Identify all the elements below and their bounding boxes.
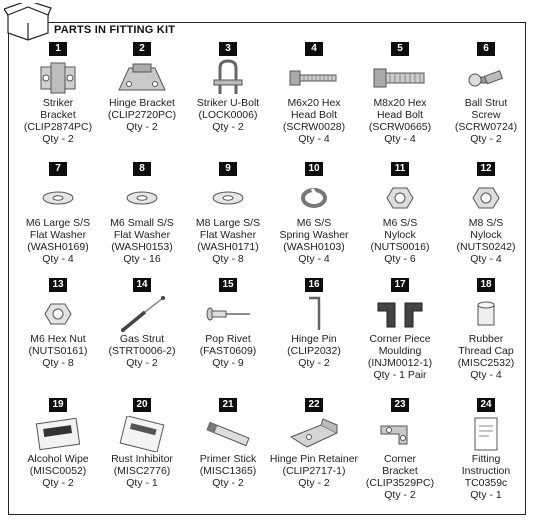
part-number-badge: 6 xyxy=(477,42,495,56)
part-number-badge: 19 xyxy=(49,398,67,412)
part-item-22 xyxy=(266,398,362,489)
open-box-icon xyxy=(4,3,52,41)
part-number-badge: 18 xyxy=(477,278,495,292)
thread-cap-icon xyxy=(438,295,533,333)
part-item-6 xyxy=(438,42,533,145)
part-label: Rust Inhibitor (MISC2776) Qty - 1 xyxy=(111,453,173,489)
pop-rivet-icon xyxy=(180,295,276,333)
alcohol-wipe-icon xyxy=(10,415,106,453)
part-number-badge: 22 xyxy=(305,398,323,412)
part-label: Alcohol Wipe (MISC0052) Qty - 2 xyxy=(27,453,89,489)
washer-icon xyxy=(10,179,106,217)
part-item-24 xyxy=(438,398,533,501)
part-label: Rubber Thread Cap (MISC2532) Qty - 4 xyxy=(457,333,515,381)
part-number-badge: 23 xyxy=(391,398,409,412)
part-label: M6 S/S Nylock (NUTS0016) Qty - 6 xyxy=(370,217,430,265)
nylock-nut-icon xyxy=(352,179,448,217)
part-number-badge: 2 xyxy=(133,42,151,56)
part-number-badge: 14 xyxy=(133,278,151,292)
corner-moulding-icon xyxy=(352,295,448,333)
hinge-bracket-icon xyxy=(94,59,190,97)
part-label: Primer Stick (MISC1365) Qty - 2 xyxy=(199,453,257,489)
part-label: M8 S/S Nylock (NUTS0242) Qty - 4 xyxy=(456,217,516,265)
part-label: M6 S/S Spring Washer (WASH0103) Qty - 4 xyxy=(279,217,349,265)
hex-nut-icon xyxy=(10,295,106,333)
hinge-pin-icon xyxy=(266,295,362,333)
part-label: Hinge Pin (CLIP2032) Qty - 2 xyxy=(287,333,341,369)
part-number-badge: 21 xyxy=(219,398,237,412)
washer-icon xyxy=(180,179,276,217)
part-label: M6 Hex Nut (NUTS0161) Qty - 8 xyxy=(28,333,88,369)
part-number-badge: 7 xyxy=(49,162,67,176)
part-number-badge: 17 xyxy=(391,278,409,292)
part-number-badge: 20 xyxy=(133,398,151,412)
part-number-badge: 11 xyxy=(391,162,409,176)
part-item-21 xyxy=(180,398,276,489)
kit-title: PARTS IN FITTING KIT xyxy=(54,24,176,36)
spring-washer-icon xyxy=(266,179,362,217)
rust-inhibitor-icon xyxy=(94,415,190,453)
part-item-1 xyxy=(10,42,106,145)
part-label: Striker U-Bolt (LOCK0006) Qty - 2 xyxy=(196,97,260,133)
part-item-8 xyxy=(94,162,190,265)
part-item-17 xyxy=(352,278,448,381)
part-item-9 xyxy=(180,162,276,265)
striker-bracket-icon xyxy=(10,59,106,97)
part-item-20 xyxy=(94,398,190,489)
part-label: Corner Bracket (CLIP3529PC) Qty - 2 xyxy=(365,453,435,501)
nylock-nut-icon xyxy=(438,179,533,217)
part-label: Striker Bracket (CLIP2874PC) Qty - 2 xyxy=(23,97,93,145)
part-number-badge: 12 xyxy=(477,162,495,176)
part-number-badge: 9 xyxy=(219,162,237,176)
part-label: Corner Piece Moulding (INJM0012-1) Qty - 1 Pair xyxy=(367,333,433,381)
washer-icon xyxy=(94,179,190,217)
pin-retainer-icon xyxy=(266,415,362,453)
part-item-10 xyxy=(266,162,362,265)
part-label: Hinge Bracket (CLIP2720PC) Qty - 2 xyxy=(107,97,177,133)
part-number-badge: 15 xyxy=(219,278,237,292)
part-label: M8x20 Hex Head Bolt (SCRW0665) Qty - 4 xyxy=(368,97,432,145)
part-label: Ball Strut Screw (SCRW0724) Qty - 2 xyxy=(454,97,518,145)
part-item-14 xyxy=(94,278,190,369)
part-item-12 xyxy=(438,162,533,265)
part-item-18 xyxy=(438,278,533,381)
hex-bolt-large-icon xyxy=(352,59,448,97)
part-item-5 xyxy=(352,42,448,145)
gas-strut-icon xyxy=(94,295,190,333)
part-item-15 xyxy=(180,278,276,369)
part-label: Hinge Pin Retainer (CLIP2717-1) Qty - 2 xyxy=(269,453,359,489)
part-label: M6 Small S/S Flat Washer (WASH0153) Qty - 16 xyxy=(110,217,174,265)
part-number-badge: 3 xyxy=(219,42,237,56)
part-number-badge: 13 xyxy=(49,278,67,292)
instruction-sheet-icon xyxy=(438,415,533,453)
primer-stick-icon xyxy=(180,415,276,453)
part-item-2 xyxy=(94,42,190,133)
hex-bolt-icon xyxy=(266,59,362,97)
u-bolt-icon xyxy=(180,59,276,97)
part-number-badge: 16 xyxy=(305,278,323,292)
part-label: M6x20 Hex Head Bolt (SCRW0028) Qty - 4 xyxy=(282,97,346,145)
part-number-badge: 5 xyxy=(391,42,409,56)
part-label: Pop Rivet (FAST0609) Qty - 9 xyxy=(199,333,257,369)
part-item-13 xyxy=(10,278,106,369)
part-number-badge: 4 xyxy=(305,42,323,56)
part-number-badge: 1 xyxy=(49,42,67,56)
part-item-3 xyxy=(180,42,276,133)
part-number-badge: 24 xyxy=(477,398,495,412)
part-label: Gas Strut (STRT0006-2) Qty - 2 xyxy=(108,333,176,369)
ball-screw-icon xyxy=(438,59,533,97)
part-item-4 xyxy=(266,42,362,145)
corner-bracket-icon xyxy=(352,415,448,453)
part-number-badge: 8 xyxy=(133,162,151,176)
part-label: M6 Large S/S Flat Washer (WASH0169) Qty - 4 xyxy=(25,217,91,265)
part-number-badge: 10 xyxy=(305,162,323,176)
part-item-19 xyxy=(10,398,106,489)
part-item-23 xyxy=(352,398,448,501)
part-label: Fitting Instruction TC0359c Qty - 1 xyxy=(461,453,511,501)
part-item-16 xyxy=(266,278,362,369)
part-label: M8 Large S/S Flat Washer (WASH0171) Qty - 8 xyxy=(195,217,261,265)
part-item-11 xyxy=(352,162,448,265)
part-item-7 xyxy=(10,162,106,265)
